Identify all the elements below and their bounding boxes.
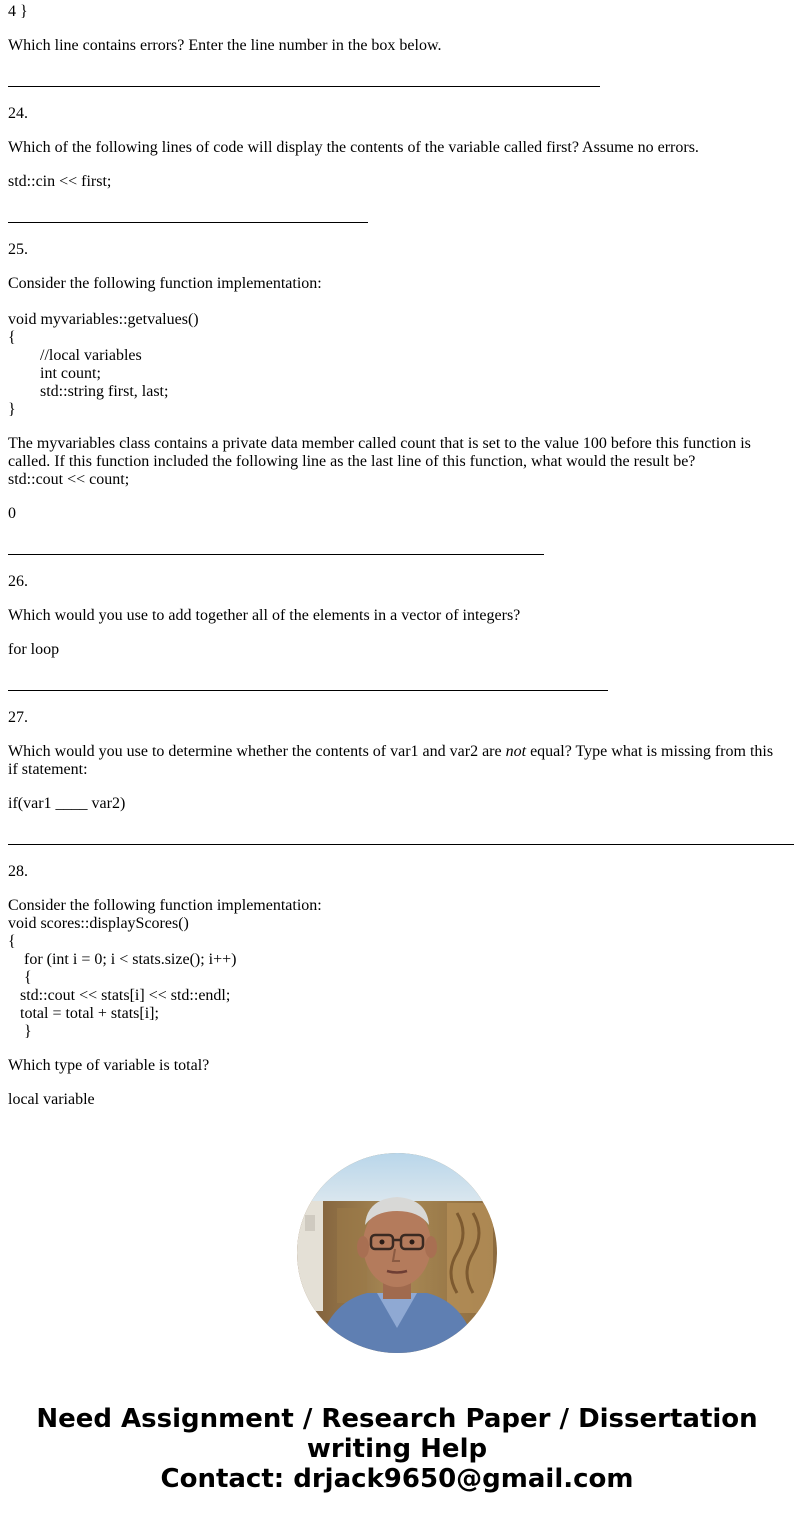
divider — [8, 86, 600, 87]
q28-code-line: std::cout << stats[i] << std::endl; — [8, 987, 231, 1004]
q25-prompt: The myvariables class contains a private data member called count that is set to the value 100 before this function is called. If this function included the following line as the last line of this function, what would the result be? — [8, 435, 751, 470]
q27-prompt-before: Which would you use to determine whether the contents of var1 and var2 are — [8, 743, 506, 760]
q24-prompt: Which of the following lines of code will display the contents of the variable called first? Assume no errors. — [8, 139, 699, 156]
q24-answer: std::cin << first; — [8, 173, 112, 190]
q26-answer: for loop — [8, 641, 60, 658]
divider — [8, 844, 794, 845]
q25-intro: Consider the following function implementation: — [8, 275, 322, 292]
q26-prompt: Which would you use to add together all of the elements in a vector of integers? — [8, 607, 521, 624]
divider — [8, 554, 544, 555]
q23-code-last-line: 4 } — [8, 3, 28, 20]
q25-code-line: } — [8, 401, 16, 418]
q28-code-line: void scores::displayScores() — [8, 915, 189, 932]
q24-number: 24. — [8, 105, 28, 122]
q27-number: 27. — [8, 709, 28, 726]
q28-code-line: { — [8, 969, 32, 986]
q27-code-statement: if(var1 ____ var2) — [8, 795, 126, 812]
q25-code-line: { — [8, 329, 16, 346]
q25-code-line: std::string first, last; — [8, 383, 169, 400]
q28-prompt: Which type of variable is total? — [8, 1057, 210, 1074]
q28-number: 28. — [8, 863, 28, 880]
q27-prompt — [8, 743, 776, 779]
author-photo — [297, 1153, 497, 1353]
q28-answer: local variable — [8, 1091, 95, 1108]
q25-code-line: int count; — [8, 365, 101, 382]
divider — [8, 222, 368, 223]
promo-line-3: Contact: drjack9650@gmail.com — [160, 1464, 634, 1494]
promo-line-1: Need Assignment / Research Paper / Dissertation — [36, 1404, 758, 1434]
q28-code-line: for (int i = 0; i < stats.size(); i++) — [8, 951, 237, 968]
q25-answer: 0 — [8, 505, 16, 522]
portrait-illustration — [297, 1153, 497, 1353]
q28-intro: Consider the following function implementation: — [8, 897, 322, 914]
q28-code-line: total = total + stats[i]; — [8, 1005, 159, 1022]
q28-code-line: } — [8, 1023, 32, 1040]
q23-prompt: Which line contains errors? Enter the line number in the box below. — [8, 37, 442, 54]
promo-line-2: writing Help — [306, 1434, 488, 1464]
q28-code-line: { — [8, 933, 16, 950]
q25-code-line: //local variables — [8, 347, 142, 364]
divider — [8, 690, 608, 691]
q25-code-statement: std::cout << count; — [8, 471, 130, 488]
q25-code-line: void myvariables::getvalues() — [8, 311, 199, 328]
q26-number: 26. — [8, 573, 28, 590]
q25-number: 25. — [8, 241, 28, 258]
q27-prompt-emphasis: not — [505, 743, 527, 760]
q27-prompt-after: equal? Type what is missing from this if statement: — [8, 743, 774, 778]
